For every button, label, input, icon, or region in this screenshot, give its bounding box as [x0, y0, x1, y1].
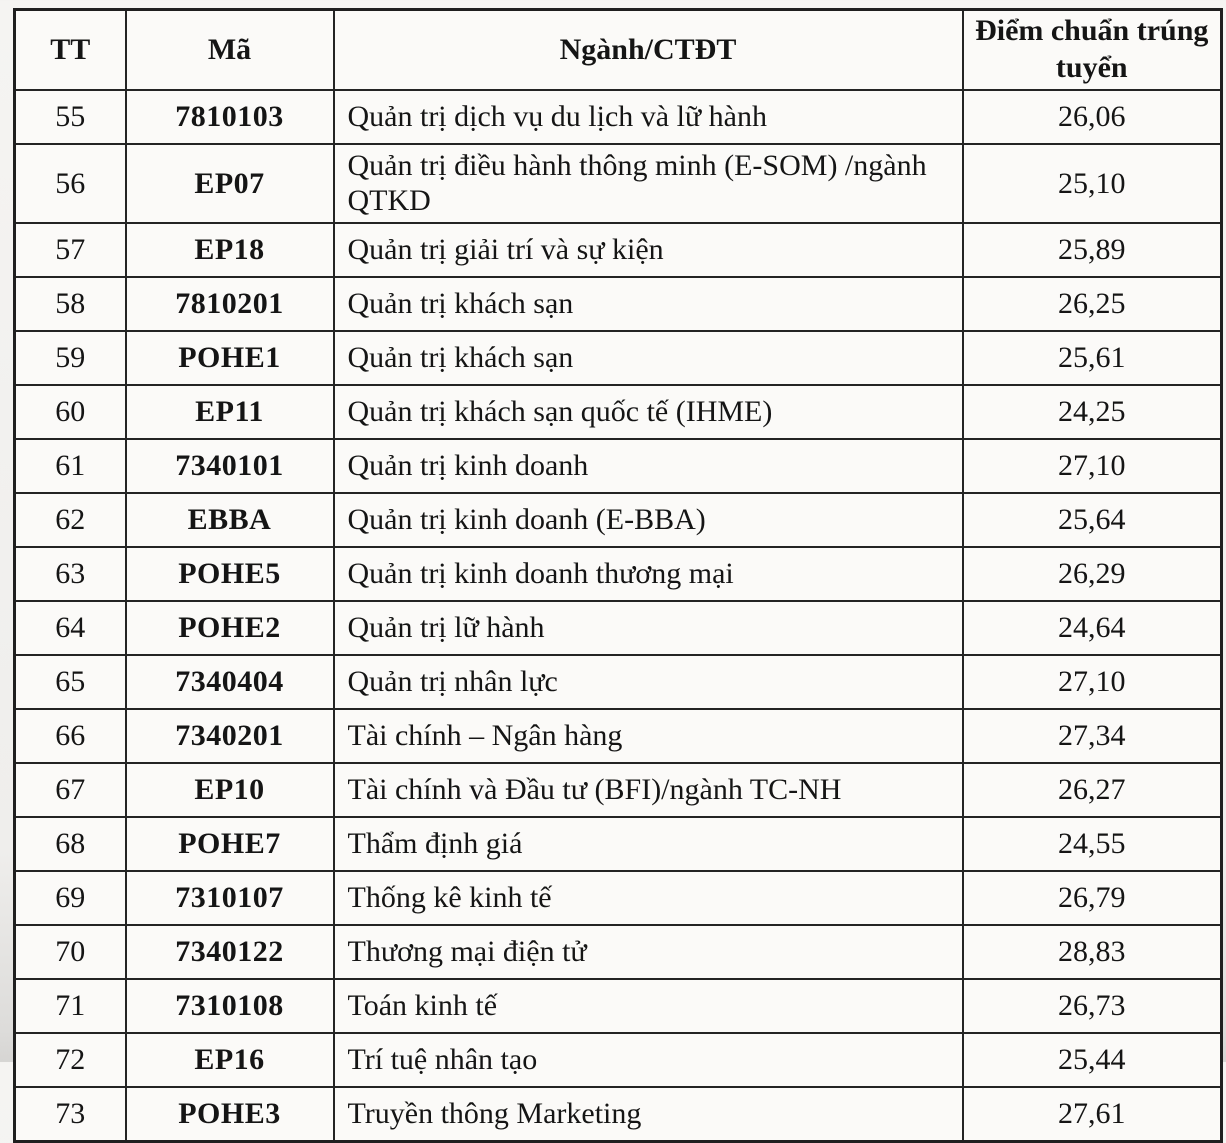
program-code: 7340122: [126, 925, 334, 979]
program-name: Thẩm định giá: [334, 817, 963, 871]
table-row: [15, 385, 1222, 439]
admission-score: 26,79: [963, 871, 1222, 925]
row-number: 59: [15, 331, 126, 385]
table-row: [15, 1087, 1222, 1142]
row-number: 58: [15, 277, 126, 331]
program-name: Quản trị khách sạn: [334, 331, 963, 385]
program-code: POHE7: [126, 817, 334, 871]
table-row: [15, 547, 1222, 601]
row-number: 60: [15, 385, 126, 439]
admission-score: 24,64: [963, 601, 1222, 655]
header-diem: Điểm chuẩn trúng tuyển: [963, 10, 1222, 91]
row-number: 70: [15, 925, 126, 979]
program-code: 7810103: [126, 90, 334, 144]
table-row: [15, 331, 1222, 385]
admission-score-table: [13, 8, 1223, 1143]
admission-score: 25,10: [963, 144, 1222, 223]
program-code: EP10: [126, 763, 334, 817]
table-body: [15, 90, 1222, 1141]
table-row: [15, 925, 1222, 979]
program-name: Quản trị dịch vụ du lịch và lữ hành: [334, 90, 963, 144]
program-code: EP18: [126, 223, 334, 277]
table-row: [15, 1033, 1222, 1087]
admission-score: 25,44: [963, 1033, 1222, 1087]
table-row: [15, 90, 1222, 144]
program-code: 7310107: [126, 871, 334, 925]
program-name: Toán kinh tế: [334, 979, 963, 1033]
table-row: [15, 817, 1222, 871]
admission-score: 27,10: [963, 655, 1222, 709]
program-code: EP07: [126, 144, 334, 223]
program-code: 7340201: [126, 709, 334, 763]
program-name: Quản trị kinh doanh thương mại: [334, 547, 963, 601]
program-code: 7310108: [126, 979, 334, 1033]
program-code: EBBA: [126, 493, 334, 547]
row-number: 57: [15, 223, 126, 277]
admission-score: 27,10: [963, 439, 1222, 493]
table-row: [15, 223, 1222, 277]
table-row: [15, 144, 1222, 223]
row-number: 73: [15, 1087, 126, 1142]
row-number: 64: [15, 601, 126, 655]
program-code: 7340404: [126, 655, 334, 709]
program-name: Truyền thông Marketing: [334, 1087, 963, 1142]
row-number: 56: [15, 144, 126, 223]
header-tt: TT: [15, 10, 126, 91]
admission-score: 26,29: [963, 547, 1222, 601]
program-name: Tài chính và Đầu tư (BFI)/ngành TC-NH: [334, 763, 963, 817]
program-name: Trí tuệ nhân tạo: [334, 1033, 963, 1087]
program-name: Quản trị kinh doanh (E-BBA): [334, 493, 963, 547]
program-name: Quản trị khách sạn: [334, 277, 963, 331]
row-number: 71: [15, 979, 126, 1033]
row-number: 69: [15, 871, 126, 925]
admission-score: 27,61: [963, 1087, 1222, 1142]
program-code: EP16: [126, 1033, 334, 1087]
row-number: 72: [15, 1033, 126, 1087]
admission-score: 27,34: [963, 709, 1222, 763]
admission-score: 25,61: [963, 331, 1222, 385]
table-row: [15, 601, 1222, 655]
row-number: 65: [15, 655, 126, 709]
row-number: 61: [15, 439, 126, 493]
admission-score: 26,27: [963, 763, 1222, 817]
program-code: POHE1: [126, 331, 334, 385]
row-number: 67: [15, 763, 126, 817]
program-name: Thương mại điện tử: [334, 925, 963, 979]
table-row: [15, 439, 1222, 493]
program-name: Thống kê kinh tế: [334, 871, 963, 925]
program-code: POHE3: [126, 1087, 334, 1142]
program-code: 7810201: [126, 277, 334, 331]
table-row: [15, 871, 1222, 925]
header-nganh: Ngành/CTĐT: [334, 10, 963, 91]
admission-score: 26,25: [963, 277, 1222, 331]
program-name: Quản trị nhân lực: [334, 655, 963, 709]
row-number: 55: [15, 90, 126, 144]
header-ma: Mã: [126, 10, 334, 91]
program-name: Tài chính – Ngân hàng: [334, 709, 963, 763]
row-number: 62: [15, 493, 126, 547]
admission-score: 24,25: [963, 385, 1222, 439]
program-name: Quản trị giải trí và sự kiện: [334, 223, 963, 277]
header-row: [15, 10, 1222, 91]
program-code: POHE2: [126, 601, 334, 655]
admission-score: 25,64: [963, 493, 1222, 547]
program-code: EP11: [126, 385, 334, 439]
program-name: Quản trị lữ hành: [334, 601, 963, 655]
program-name: Quản trị điều hành thông minh (E-SOM) /ngành QTKD: [334, 144, 963, 223]
program-name: Quản trị khách sạn quốc tế (IHME): [334, 385, 963, 439]
table-row: [15, 979, 1222, 1033]
admission-score: 25,89: [963, 223, 1222, 277]
table-row: [15, 709, 1222, 763]
admission-score: 26,73: [963, 979, 1222, 1033]
program-code: POHE5: [126, 547, 334, 601]
table-row: [15, 763, 1222, 817]
table-row: [15, 277, 1222, 331]
admission-score: 26,06: [963, 90, 1222, 144]
admission-score: 24,55: [963, 817, 1222, 871]
row-number: 63: [15, 547, 126, 601]
table-row: [15, 493, 1222, 547]
row-number: 66: [15, 709, 126, 763]
row-number: 68: [15, 817, 126, 871]
program-name: Quản trị kinh doanh: [334, 439, 963, 493]
program-code: 7340101: [126, 439, 334, 493]
admission-score: 28,83: [963, 925, 1222, 979]
table-row: [15, 655, 1222, 709]
